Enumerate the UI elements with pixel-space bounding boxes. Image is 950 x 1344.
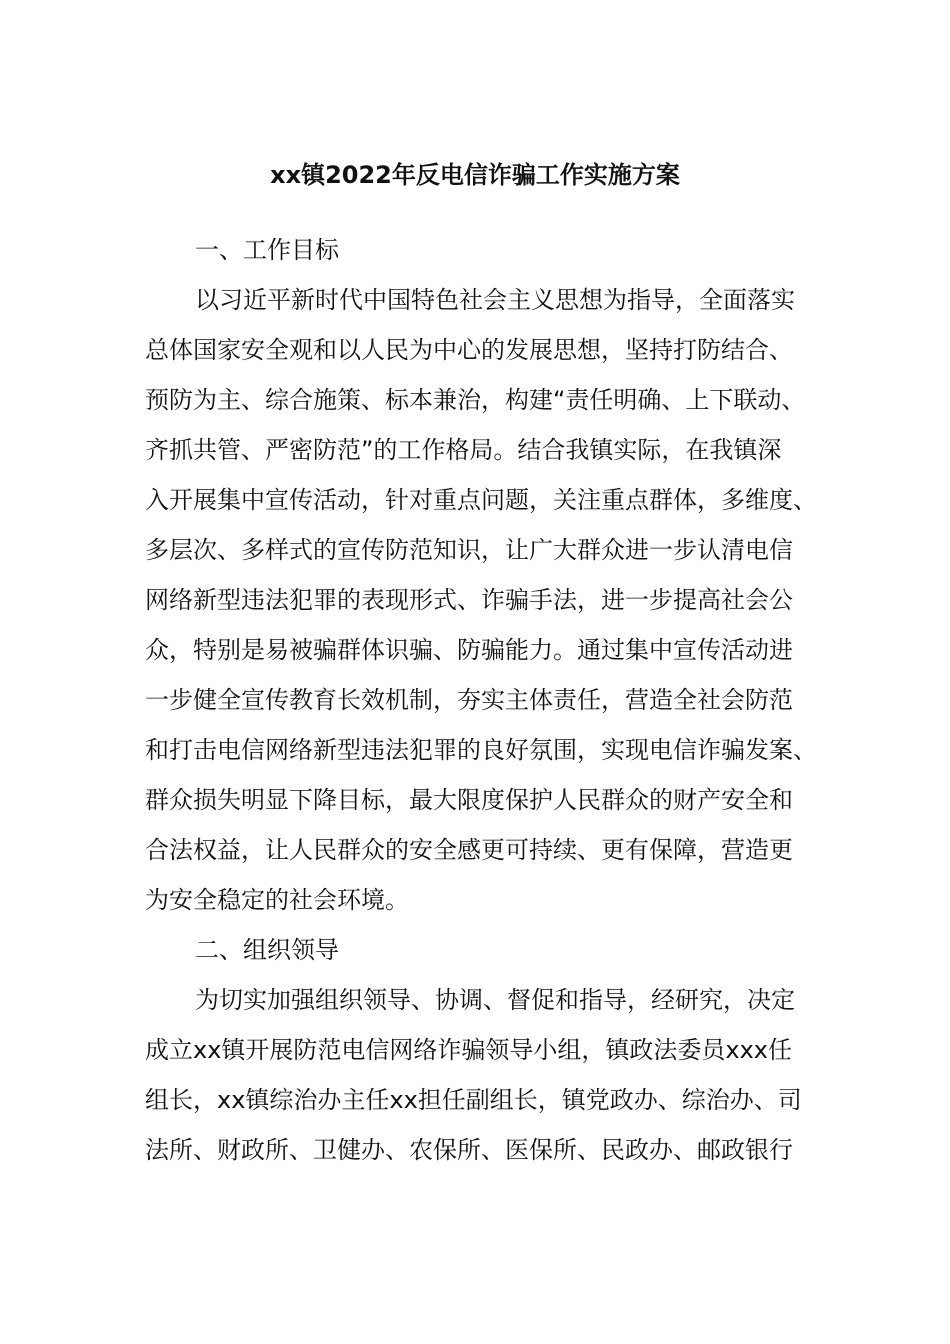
paragraph-line: 为切实加强组织领导、协调、督促和指导，经研究，决定	[195, 986, 795, 1014]
paragraph-line: 群众损失明显下降目标，最大限度保护人民群众的财产安全和	[145, 786, 793, 814]
paragraph-line: 为安全稳定的社会环境。	[145, 886, 409, 914]
section-heading-organization: 二、组织领导	[195, 936, 339, 964]
paragraph-line: 合法权益，让人民群众的安全感更可持续、更有保障，营造更	[145, 836, 793, 864]
paragraph-line: 网络新型违法犯罪的表现形式、诈骗手法，进一步提高社会公	[145, 586, 793, 614]
paragraph-line: 成立xx镇开展防范电信网络诈骗领导小组，镇政法委员xxx任	[145, 1036, 793, 1064]
paragraph-line: 总体国家安全观和以人民为中心的发展思想，坚持打防结合、	[145, 336, 793, 364]
section-heading-goals: 一、工作目标	[195, 236, 339, 264]
paragraph-line: 以习近平新时代中国特色社会主义思想为指导，全面落实	[195, 286, 795, 314]
paragraph-line: 众，特别是易被骗群体识骗、防骗能力。通过集中宣传活动进	[145, 636, 793, 664]
document-title: xx镇2022年反电信诈骗工作实施方案	[270, 161, 680, 189]
paragraph-line: 齐抓共管、严密防范”的工作格局。结合我镇实际，在我镇深	[145, 436, 782, 464]
paragraph-line: 法所、财政所、卫健办、农保所、医保所、民政办、邮政银行	[145, 1136, 793, 1164]
paragraph-line: 预防为主、综合施策、标本兼治，构建“责任明确、上下联动、	[145, 386, 806, 414]
paragraph-line: 组长，xx镇综治办主任xx担任副组长，镇党政办、综治办、司	[145, 1086, 802, 1114]
paragraph-line: 多层次、多样式的宣传防范知识，让广大群众进一步认清电信	[145, 536, 793, 564]
paragraph-line: 一步健全宣传教育长效机制，夯实主体责任，营造全社会防范	[145, 686, 793, 714]
paragraph-line: 入开展集中宣传活动，针对重点问题，关注重点群体，多维度、	[145, 486, 817, 514]
paragraph-line: 和打击电信网络新型违法犯罪的良好氛围，实现电信诈骗发案、	[145, 736, 817, 764]
